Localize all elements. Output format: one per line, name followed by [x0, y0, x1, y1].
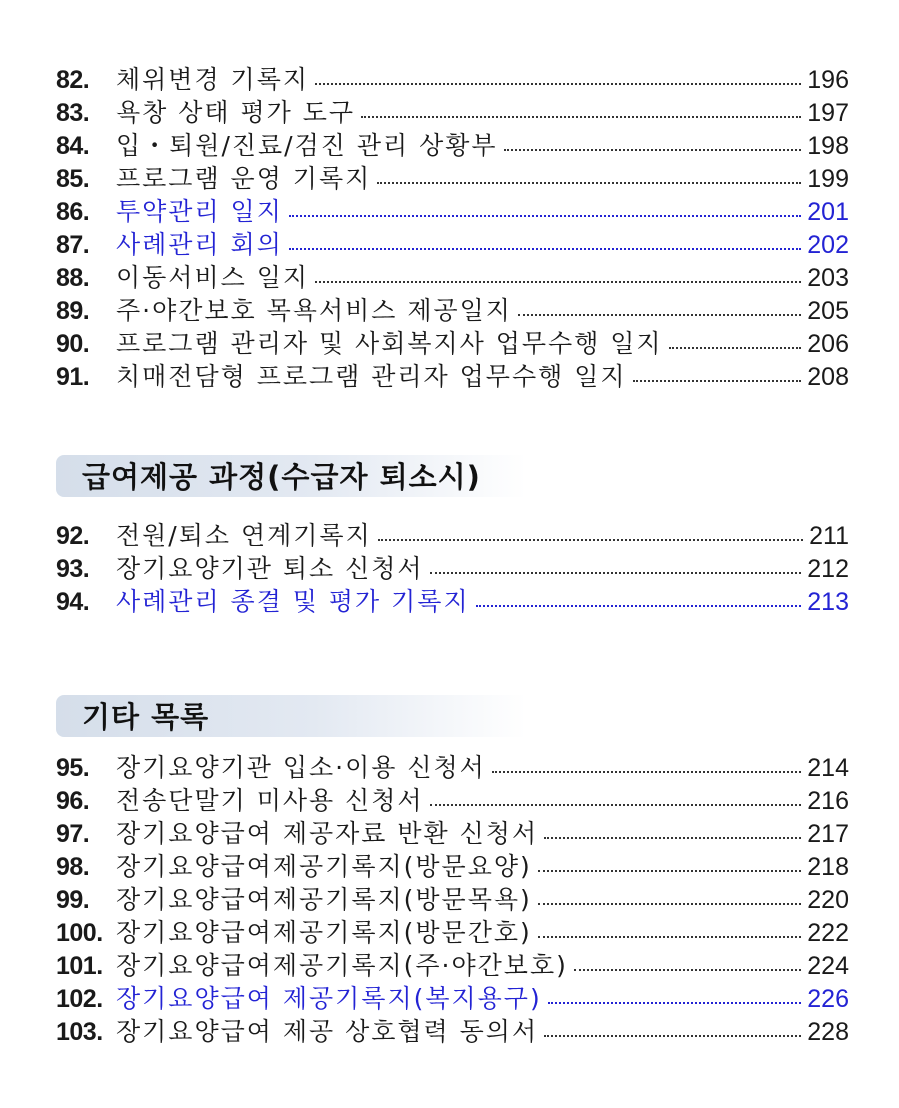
entry-title: 장기요양급여 제공자료 반환 신청서 — [116, 819, 539, 848]
entry-title: 입・퇴원/진료/검진 관리 상황부 — [116, 131, 498, 160]
entry-title: 투약관리 일지 — [116, 197, 283, 226]
entry-page: 222 — [807, 919, 849, 947]
leader-dots — [315, 83, 801, 85]
entry-page: 228 — [807, 1018, 849, 1046]
entry-title: 장기요양급여제공기록지(주·야간보호) — [116, 951, 568, 980]
entry-number: 100. — [56, 919, 103, 947]
toc-section-1 — [56, 63, 849, 393]
leader-dots — [361, 116, 801, 118]
entry-page: 220 — [807, 886, 849, 914]
entry-number: 97. — [56, 820, 90, 848]
leader-dots — [430, 804, 802, 806]
entry-title: 이동서비스 일지 — [116, 263, 309, 292]
entry-page: 202 — [807, 231, 849, 259]
entry-number: 91. — [56, 363, 90, 391]
entry-title: 장기요양기관 입소·이용 신청서 — [116, 753, 486, 782]
entry-title: 욕창 상태 평가 도구 — [116, 98, 356, 127]
toc-entry[interactable] — [56, 360, 849, 393]
leader-dots — [574, 969, 801, 971]
entry-number: 103. — [56, 1018, 103, 1046]
toc-entry[interactable] — [56, 261, 849, 294]
toc-entry[interactable] — [56, 883, 849, 916]
entry-title: 사례관리 종결 및 평가 기록지 — [116, 587, 470, 616]
entry-page: 218 — [807, 853, 849, 881]
leader-dots — [378, 539, 803, 541]
section-heading-discharge — [56, 455, 526, 497]
entry-page: 199 — [807, 165, 849, 193]
toc-entry[interactable] — [56, 916, 849, 949]
toc-entry[interactable] — [56, 96, 849, 129]
toc-entry[interactable] — [56, 850, 849, 883]
leader-dots — [669, 347, 802, 349]
leader-dots — [538, 903, 802, 905]
leader-dots — [538, 936, 802, 938]
toc-entry[interactable] — [56, 162, 849, 195]
entry-number: 94. — [56, 588, 90, 616]
entry-title: 사례관리 회의 — [116, 230, 283, 259]
toc-entry-highlighted[interactable] — [56, 585, 849, 618]
leader-dots — [518, 314, 801, 316]
entry-title: 프로그램 운영 기록지 — [116, 164, 372, 193]
entry-number: 82. — [56, 66, 90, 94]
toc-entry[interactable] — [56, 784, 849, 817]
entry-page: 213 — [807, 588, 849, 616]
entry-page: 211 — [809, 522, 849, 550]
entry-title: 전원/퇴소 연계기록지 — [116, 521, 372, 550]
toc-section-2 — [56, 519, 849, 618]
toc-entry[interactable] — [56, 519, 849, 552]
entry-title: 주·야간보호 목욕서비스 제공일지 — [116, 296, 512, 325]
toc-entry-highlighted[interactable] — [56, 195, 849, 228]
entry-title: 장기요양급여제공기록지(방문목욕) — [116, 885, 532, 914]
entry-number: 102. — [56, 985, 103, 1013]
entry-title: 장기요양급여 제공 상호협력 동의서 — [116, 1017, 539, 1046]
entry-page: 214 — [807, 754, 849, 782]
entry-number: 92. — [56, 522, 90, 550]
entry-number: 88. — [56, 264, 90, 292]
toc-entry-highlighted[interactable] — [56, 982, 849, 1015]
entry-number: 87. — [56, 231, 90, 259]
leader-dots — [492, 771, 801, 773]
entry-number: 95. — [56, 754, 90, 782]
entry-page: 208 — [807, 363, 849, 391]
entry-page: 203 — [807, 264, 849, 292]
toc-entry[interactable] — [56, 129, 849, 162]
entry-title: 치매전담형 프로그램 관리자 업무수행 일지 — [116, 362, 627, 391]
leader-dots — [289, 248, 801, 250]
leader-dots — [504, 149, 802, 151]
entry-page: 212 — [807, 555, 849, 583]
entry-title: 프로그램 관리자 및 사회복지사 업무수행 일지 — [116, 329, 663, 358]
entry-page: 201 — [807, 198, 849, 226]
entry-page: 217 — [807, 820, 849, 848]
toc-entry[interactable] — [56, 327, 849, 360]
toc-entry[interactable] — [56, 949, 849, 982]
entry-page: 206 — [807, 330, 849, 358]
toc-entry[interactable] — [56, 1015, 849, 1048]
entry-number: 90. — [56, 330, 90, 358]
toc-entry[interactable] — [56, 552, 849, 585]
entry-page: 196 — [807, 66, 849, 94]
toc-entry[interactable] — [56, 294, 849, 327]
leader-dots — [633, 380, 802, 382]
entry-number: 93. — [56, 555, 90, 583]
section-heading-text: 급여제공 과정(수급자 퇴소시) — [82, 460, 481, 494]
leader-dots — [430, 572, 802, 574]
leader-dots — [548, 1002, 802, 1004]
toc-entry-highlighted[interactable] — [56, 228, 849, 261]
entry-page: 226 — [807, 985, 849, 1013]
leader-dots — [544, 837, 801, 839]
entry-title: 장기요양기관 퇴소 신청서 — [116, 554, 424, 583]
entry-page: 216 — [807, 787, 849, 815]
entry-page: 224 — [807, 952, 849, 980]
entry-number: 96. — [56, 787, 90, 815]
section-heading-text: 기타 목록 — [82, 700, 210, 734]
entry-number: 84. — [56, 132, 90, 160]
entry-number: 83. — [56, 99, 90, 127]
leader-dots — [476, 605, 802, 607]
leader-dots — [377, 182, 801, 184]
entry-number: 101. — [56, 952, 103, 980]
entry-title: 장기요양급여제공기록지(방문간호) — [116, 918, 532, 947]
entry-page: 205 — [807, 297, 849, 325]
leader-dots — [538, 870, 802, 872]
section-heading-other — [56, 695, 526, 737]
entry-number: 85. — [56, 165, 90, 193]
toc-entry[interactable] — [56, 751, 849, 784]
entry-number: 89. — [56, 297, 90, 325]
entry-title: 장기요양급여제공기록지(방문요양) — [116, 852, 532, 881]
entry-page: 197 — [807, 99, 849, 127]
toc-entry[interactable] — [56, 817, 849, 850]
toc-entry[interactable] — [56, 63, 849, 96]
entry-title: 체위변경 기록지 — [116, 65, 309, 94]
entry-number: 99. — [56, 886, 90, 914]
leader-dots — [315, 281, 801, 283]
entry-number: 86. — [56, 198, 90, 226]
entry-number: 98. — [56, 853, 90, 881]
entry-title: 전송단말기 미사용 신청서 — [116, 786, 424, 815]
entry-title: 장기요양급여 제공기록지(복지용구) — [116, 984, 542, 1013]
toc-section-3 — [56, 751, 849, 1048]
leader-dots — [289, 215, 801, 217]
leader-dots — [544, 1035, 801, 1037]
entry-page: 198 — [807, 132, 849, 160]
